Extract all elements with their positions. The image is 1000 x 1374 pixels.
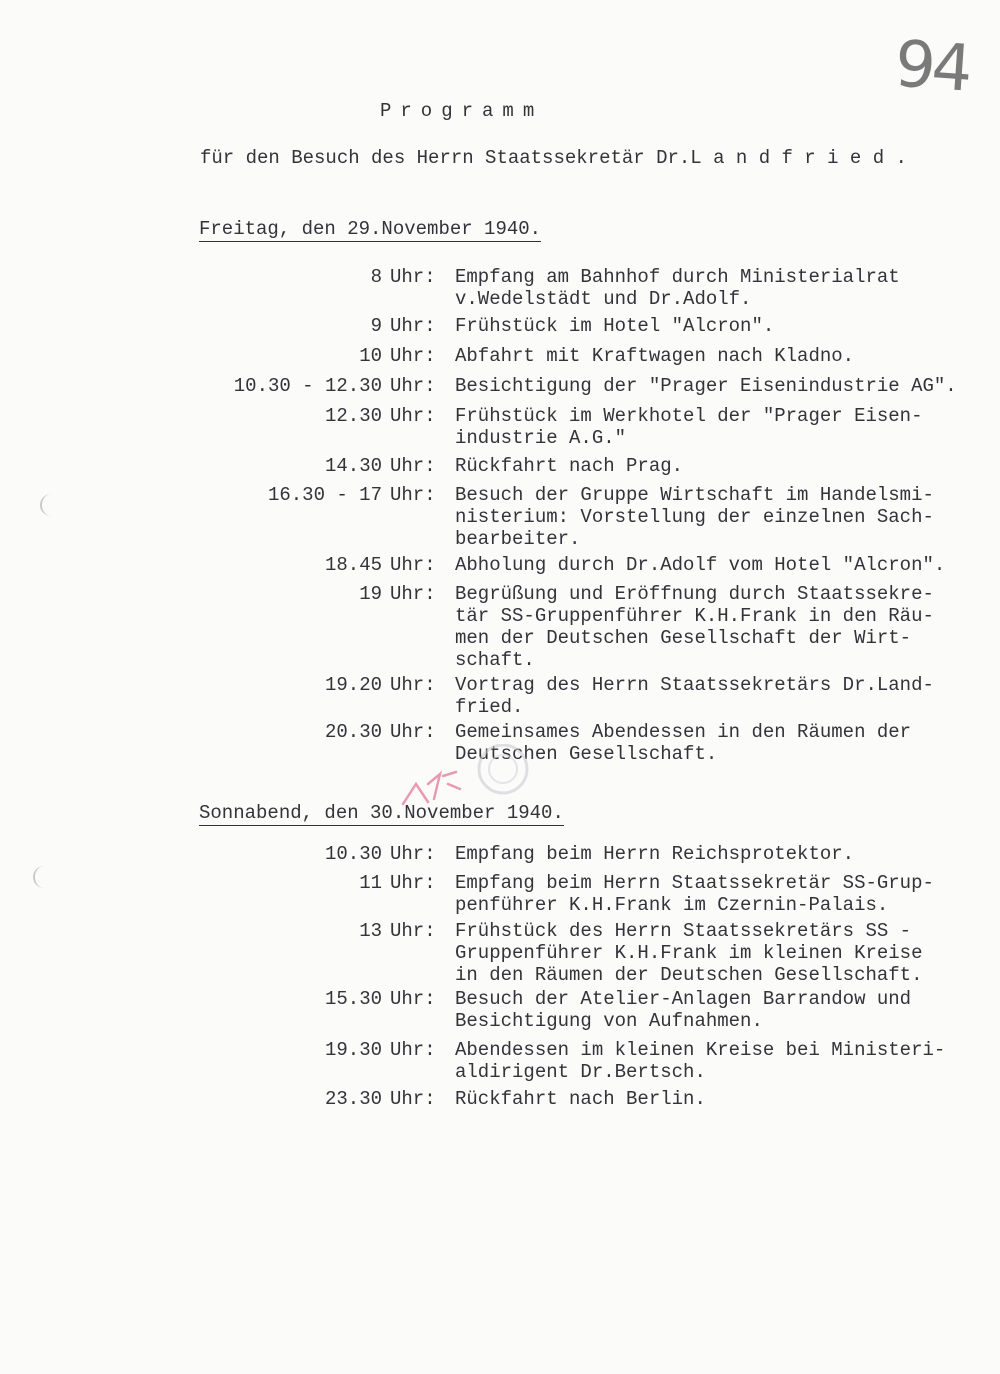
entry-text: Rückfahrt nach Prag.	[455, 455, 684, 477]
entry-time: 13	[359, 920, 382, 942]
entry-time: 12.30	[324, 405, 382, 427]
entry-unit: Uhr:	[390, 920, 436, 942]
entry-time: 10.30 - 12.30	[233, 375, 382, 397]
entry-unit: Uhr:	[390, 1039, 436, 1061]
entry-unit: Uhr:	[390, 375, 436, 397]
entry-unit: Uhr:	[390, 721, 436, 743]
entry-unit: Uhr:	[390, 1088, 436, 1110]
entry-time: 23.30	[324, 1088, 382, 1110]
entry-time: 19	[359, 583, 382, 605]
entry-unit: Uhr:	[390, 266, 436, 288]
entry-text: Empfang beim Herrn Staatssekretär SS-Grup- penführer K.H.Frank im Czernin-Palais.	[455, 872, 934, 916]
entry-time: 15.30	[324, 988, 382, 1010]
entry-unit: Uhr:	[390, 554, 436, 576]
entry-text: Empfang beim Herrn Reichsprotektor.	[455, 843, 855, 865]
entry-time: 8	[370, 266, 382, 288]
entry-text: Empfang am Bahnhof durch Ministerialrat v.Wedelstädt und Dr.Adolf.	[455, 266, 900, 310]
entry-text: Rückfahrt nach Berlin.	[455, 1088, 706, 1110]
entry-unit: Uhr:	[390, 583, 436, 605]
entry-text: Gemeinsames Abendessen in den Räumen der Deutschen Gesellschaft.	[455, 721, 912, 765]
entry-time: 11	[359, 872, 382, 894]
entry-time: 9	[370, 315, 382, 337]
entry-text: Frühstück des Herrn Staatssekretärs SS - Gruppenführer K.H.Frank im kleinen Kreise in den Räumen der Deutschen Gesellschaft.	[455, 920, 923, 986]
entry-text: Besuch der Atelier-Anlagen Barrandow und Besichtigung von Aufnahmen.	[455, 988, 912, 1032]
entry-unit: Uhr:	[390, 484, 436, 506]
day-heading-friday: Freitag, den 29.November 1940.	[199, 218, 542, 240]
entry-text: Frühstück im Werkhotel der "Prager Eisen- industrie A.G."	[455, 405, 923, 449]
document-title: Programm	[380, 100, 544, 122]
entry-time: 10	[359, 345, 382, 367]
entry-unit: Uhr:	[390, 455, 436, 477]
entry-time: 10.30	[324, 843, 382, 865]
entry-unit: Uhr:	[390, 315, 436, 337]
entry-time: 14.30	[324, 455, 382, 477]
entry-unit: Uhr:	[390, 843, 436, 865]
entry-unit: Uhr:	[390, 988, 436, 1010]
entry-text: Abendessen im kleinen Kreise bei Ministeri- aldirigent Dr.Bertsch.	[455, 1039, 946, 1083]
day-heading-saturday: Sonnabend, den 30.November 1940.	[199, 802, 564, 824]
entry-text: Abholung durch Dr.Adolf vom Hotel "Alcron".	[455, 554, 946, 576]
entry-time: 18.45	[324, 554, 382, 576]
entry-text: Frühstück im Hotel "Alcron".	[455, 315, 775, 337]
punch-hole-mark	[40, 494, 52, 516]
document-subtitle: für den Besuch des Herrn Staatssekretär Dr.L a n d f r i e d .	[200, 147, 907, 169]
entry-text: Besichtigung der "Prager Eisenindustrie AG".	[455, 375, 957, 397]
entry-time: 19.20	[324, 674, 382, 696]
entry-time: 19.30	[324, 1039, 382, 1061]
entry-text: Vortrag des Herrn Staatssekretärs Dr.Land- fried.	[455, 674, 934, 718]
entry-time: 16.30 - 17	[267, 484, 382, 506]
entry-unit: Uhr:	[390, 674, 436, 696]
punch-hole-mark	[33, 866, 45, 888]
entry-unit: Uhr:	[390, 345, 436, 367]
entry-time: 20.30	[324, 721, 382, 743]
entry-text: Abfahrt mit Kraftwagen nach Kladno.	[455, 345, 855, 367]
entry-unit: Uhr:	[390, 872, 436, 894]
page-number: 94	[892, 27, 971, 107]
entry-text: Besuch der Gruppe Wirtschaft im Handelsmi- nisterium: Vorstellung der einzelnen Sach- bearbeiter.	[455, 484, 934, 550]
entry-text: Begrüßung und Eröffnung durch Staatssekre- tär SS-Gruppenführer K.H.Frank in den Räu- men der Deutschen Gesellschaft der Wirt- schaft.	[455, 583, 934, 671]
entry-unit: Uhr:	[390, 405, 436, 427]
